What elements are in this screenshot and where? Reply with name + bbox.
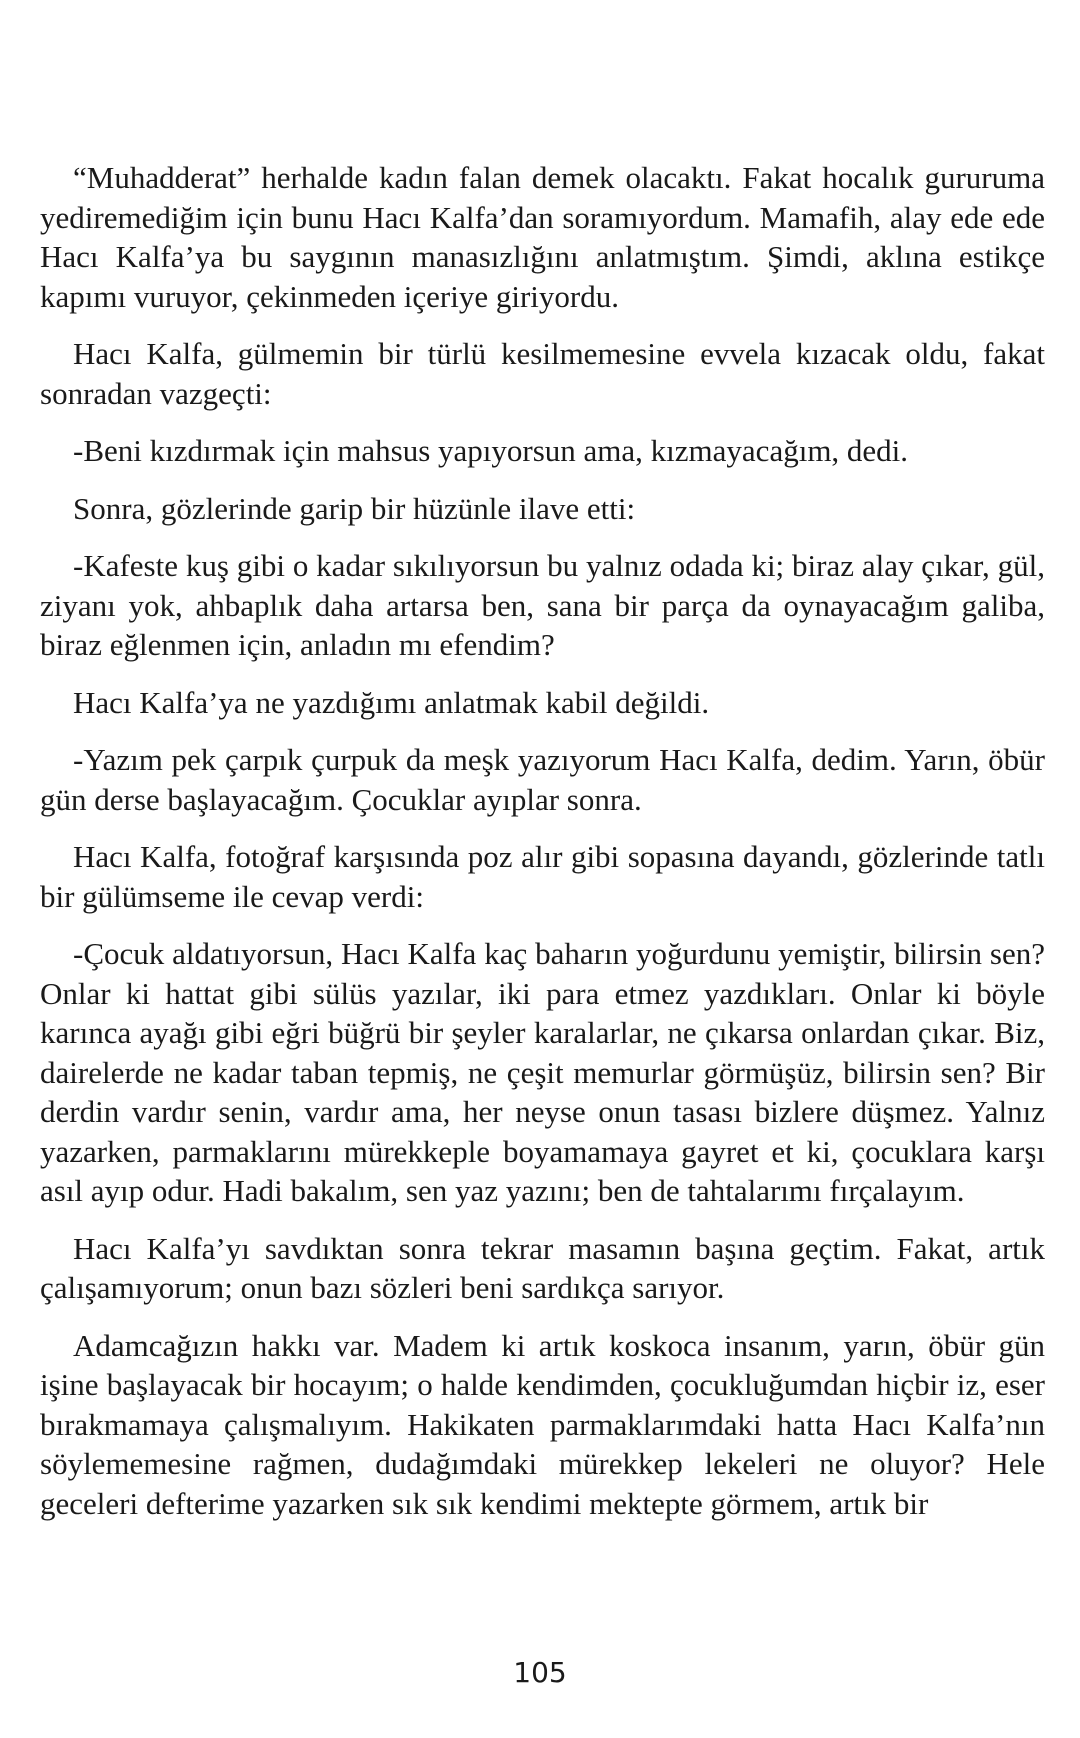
paragraph: Adamcağızın hakkı var. Madem ki artık koskoca insanım, yarın, öbür gün işine başlayacak bir hocayım; o halde kendimden, çocukluğumdan hiçbir iz, eser bırakmamaya çalışmalıyım. Hakikaten parmaklarımdaki hatta Hacı Kalfa’nın söylememesine rağmen, dudağımdaki mürekkep lekeleri ne oluyor? Hele geceleri defterime yazarken sık sık kendimi mektepte görmem, artık bir (40, 1327, 1045, 1521)
page-number: 105 (513, 1656, 567, 1689)
paragraph: -Kafeste kuş gibi o kadar sıkılıyorsun bu yalnız odada ki; biraz alay çıkar, gül, ziyanı yok, ahbaplık daha artarsa ben, sana bir parça da oynayacağım galiba, biraz eğlenmen için, anladın mı efendim? (40, 548, 1045, 662)
paragraph: Hacı Kalfa’yı savdıktan sonra tekrar masamın başına geçtim. Fakat, artık çalışamıyorum; onun bazı sözleri beni sardıkça sarıyor. (40, 1230, 1045, 1305)
paragraph: Hacı Kalfa, fotoğraf karşısında poz alır gibi sopasına dayandı, gözlerinde tatlı bir gülümseme ile cevap verdi: (40, 839, 1045, 914)
paragraph: -Beni kızdırmak için mahsus yapıyorsun ama, kızmayacağım, dedi. (73, 433, 909, 468)
paragraph: “Muhadderat” herhalde kadın falan demek olacaktı. Fakat hocalık gururuma yediremediğim için bunu Hacı Kalfa’dan soramıyordum. Mamafih, alay ede ede Hacı Kalfa’ya bu saygının manasızlığını anlatmıştım. Şimdi, aklına estikçe kapımı vuruyor, çekinmeden içeriye giriyordu. (40, 160, 1045, 314)
paragraph: -Yazım pek çarpık çurpuk da meşk yazıyorum Hacı Kalfa, dedim. Yarın, öbür gün derse başlayacağım. Çocuklar ayıplar sonra. (40, 742, 1045, 817)
paragraph: Hacı Kalfa, gülmemin bir türlü kesilmemesine evvela kızacak oldu, fakat sonradan vazgeçti: (40, 336, 1045, 411)
page-text (40, 158, 1045, 1541)
paragraph: Hacı Kalfa’ya ne yazdığımı anlatmak kabil değildi. (73, 684, 710, 720)
paragraph: Sonra, gözlerinde garip bir hüzünle ilave etti: (73, 490, 636, 526)
paragraph: -Çocuk aldatıyorsun, Hacı Kalfa kaç baharın yoğurdunu yemiştir, bilirsin sen? Onlar ki hattat gibi sülüs yazılar, iki para etmez yazdıkları. Onlar ki böyle karınca ayağı gibi eğri büğrü bir şeyler karalarlar, ne çıkarsa onlardan çıkar. Biz, dairelerde ne kadar taban tepmiş, ne çeşit memurlar görmüşüz, bilirsin sen? Bir derdin vardır senin, vardır ama, her neyse onun tasası bizlere düşmez. Yalnız yazarken, parmaklarını mürekkeple boyamamaya gayret et ki, çocuklara karşı asıl ayıp odur. Hadi bakalım, sen yaz yazını; ben de tahtalarımı fırçalayım. (40, 936, 1045, 1208)
